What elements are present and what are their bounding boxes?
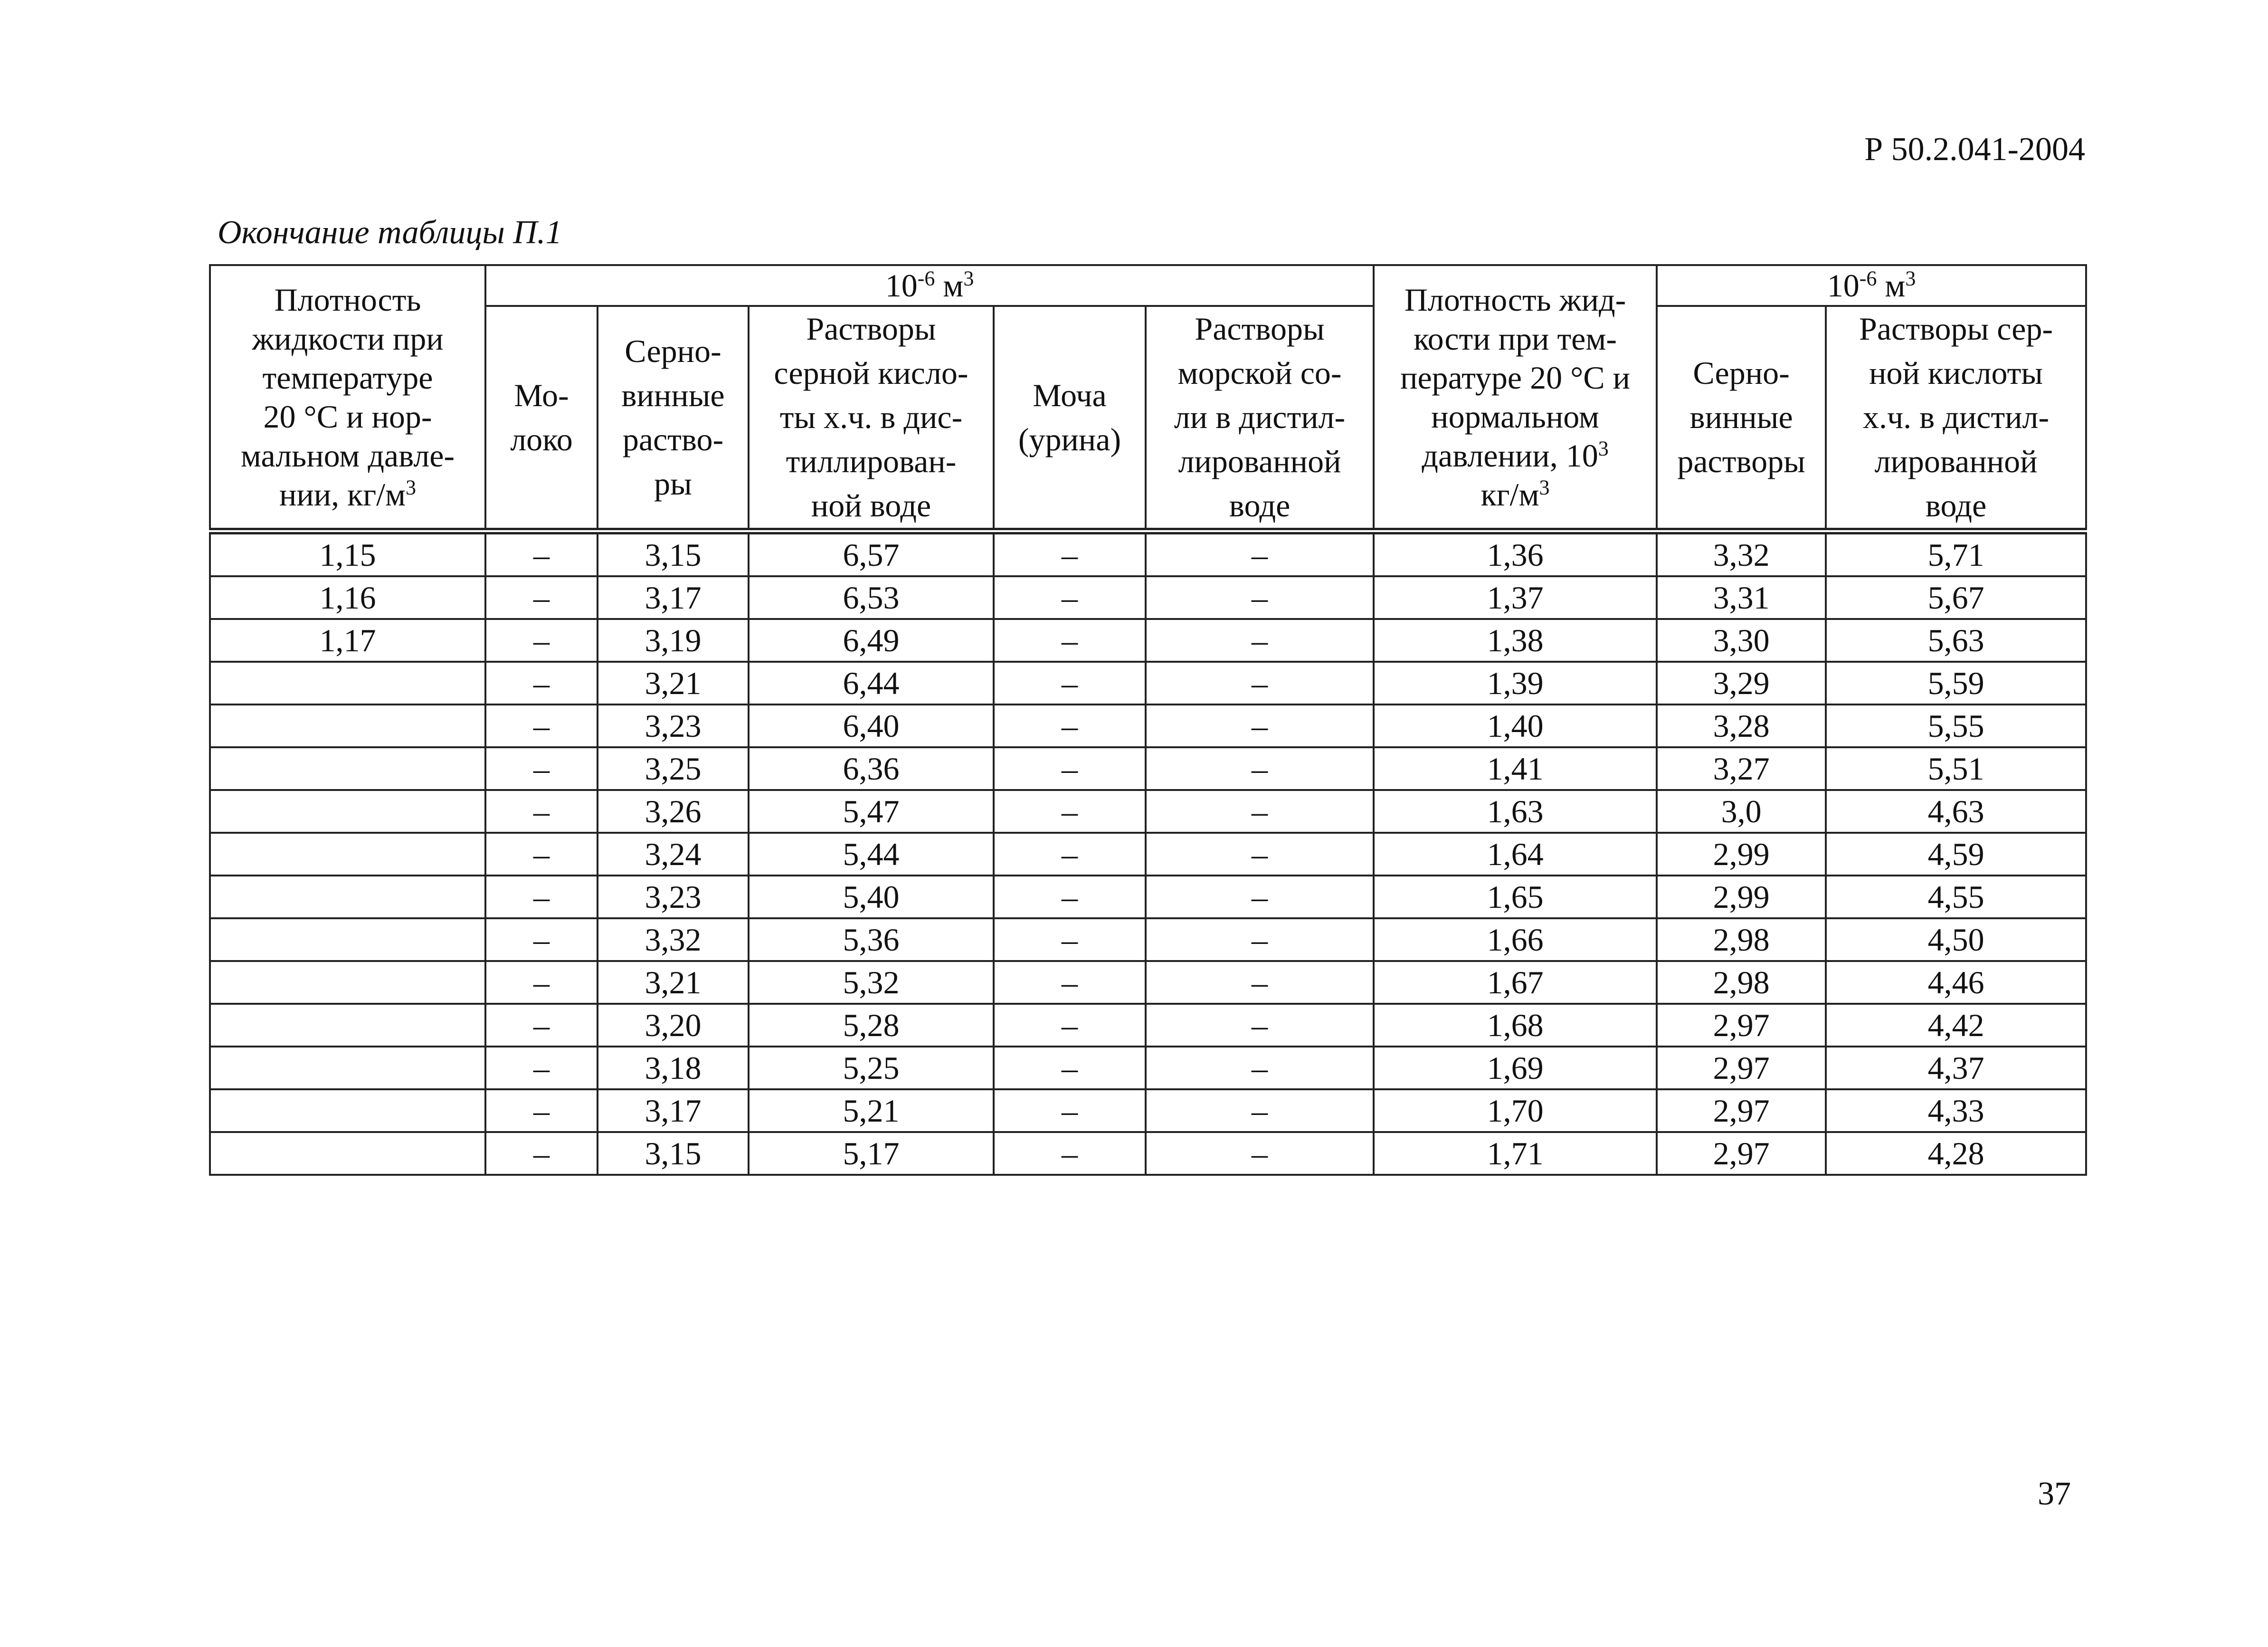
table-cell: 1,41	[1374, 747, 1657, 790]
table-cell: 3,27	[1657, 747, 1826, 790]
table-cell: 3,26	[598, 790, 749, 833]
table-cell: –	[1146, 918, 1374, 961]
table-cell: 5,44	[749, 833, 994, 876]
table-cell: 3,19	[598, 619, 749, 662]
table-row	[210, 833, 2086, 876]
table-cell: –	[485, 704, 598, 747]
table-cell: –	[994, 1004, 1146, 1047]
table-cell	[210, 1132, 485, 1175]
unit-right-sup: 3	[1905, 267, 1916, 290]
table-cell: 4,42	[1826, 1004, 2086, 1047]
table-cell: 1,37	[1374, 576, 1657, 619]
table-row	[210, 918, 2086, 961]
table-cell: –	[485, 531, 598, 576]
table-cell: –	[1146, 704, 1374, 747]
table-cell: 2,98	[1657, 961, 1826, 1004]
table-cell: –	[485, 1132, 598, 1175]
table-cell	[210, 918, 485, 961]
table-cell: 3,21	[598, 961, 749, 1004]
header-sulfur-wine-2: Серно- винные растворы	[1657, 306, 1826, 531]
table-cell: –	[994, 1089, 1146, 1132]
unit-right-exp: -6	[1859, 267, 1877, 290]
table-cell: 5,71	[1826, 531, 2086, 576]
table-cell: –	[485, 876, 598, 918]
table-cell: –	[994, 961, 1146, 1004]
table-cell: –	[994, 1047, 1146, 1089]
table-cell: 6,36	[749, 747, 994, 790]
table-cell: 1,40	[1374, 704, 1657, 747]
table-row	[210, 1004, 2086, 1047]
header-sulfur-wine-1: Серно- винные раство- ры	[598, 306, 749, 531]
table-cell: 3,21	[598, 662, 749, 704]
table-cell: 6,49	[749, 619, 994, 662]
table-cell: –	[485, 662, 598, 704]
table-cell	[210, 833, 485, 876]
table-cell: 3,23	[598, 876, 749, 918]
table-cell: –	[1146, 790, 1374, 833]
table-cell	[210, 1047, 485, 1089]
table-cell: 5,17	[749, 1132, 994, 1175]
table-cell: –	[1146, 1004, 1374, 1047]
table-cell: –	[994, 790, 1146, 833]
table-cell: 2,97	[1657, 1004, 1826, 1047]
table-row	[210, 790, 2086, 833]
table-cell: –	[485, 1047, 598, 1089]
header-density-right-sup: 3	[1598, 436, 1609, 460]
table-cell: 2,97	[1657, 1047, 1826, 1089]
header-unit-right	[1657, 265, 2086, 306]
table-cell: 1,17	[210, 619, 485, 662]
table-cell	[210, 876, 485, 918]
table-row	[210, 1047, 2086, 1089]
table-cell: 3,17	[598, 1089, 749, 1132]
table-caption: Окончание таблицы П.1	[218, 214, 562, 251]
table-cell: 5,28	[749, 1004, 994, 1047]
table-cell: –	[485, 833, 598, 876]
table-cell: 2,99	[1657, 876, 1826, 918]
table-cell: 3,24	[598, 833, 749, 876]
table-row	[210, 961, 2086, 1004]
table-cell: –	[1146, 833, 1374, 876]
table-cell: 1,39	[1374, 662, 1657, 704]
table-cell: –	[485, 747, 598, 790]
table-cell: 3,32	[598, 918, 749, 961]
table-cell: 4,59	[1826, 833, 2086, 876]
table-cell: 6,53	[749, 576, 994, 619]
header-sulfuric-acid-1: Растворы серной кисло- ты х.ч. в дис- тиллирован- ной воде	[749, 306, 994, 531]
table-cell: 1,68	[1374, 1004, 1657, 1047]
header-row-units	[210, 265, 2086, 306]
header-row-columns	[210, 306, 2086, 531]
table-cell: 5,25	[749, 1047, 994, 1089]
table-cell: –	[485, 961, 598, 1004]
table-cell: 1,16	[210, 576, 485, 619]
table-cell: 1,64	[1374, 833, 1657, 876]
table-cell: 5,67	[1826, 576, 2086, 619]
table-cell: 6,40	[749, 704, 994, 747]
table-cell: –	[485, 790, 598, 833]
header-sea-salt: Растворы морской со- ли в дистил- лированной воде	[1146, 306, 1374, 531]
table-cell: 3,0	[1657, 790, 1826, 833]
table-cell: –	[1146, 662, 1374, 704]
table-cell: 4,55	[1826, 876, 2086, 918]
table-cell: 4,63	[1826, 790, 2086, 833]
table-cell: 1,71	[1374, 1132, 1657, 1175]
table-cell: –	[994, 918, 1146, 961]
table-cell: –	[1146, 1047, 1374, 1089]
table-cell	[210, 704, 485, 747]
header-urine: Моча (урина)	[994, 306, 1146, 531]
table-cell: –	[485, 1004, 598, 1047]
table-cell: –	[994, 704, 1146, 747]
density-table	[209, 264, 2087, 1176]
header-density-right	[1374, 265, 1657, 531]
table-cell: –	[1146, 619, 1374, 662]
table-cell: 3,20	[598, 1004, 749, 1047]
table-cell	[210, 961, 485, 1004]
unit-right-base: 10	[1827, 267, 1860, 304]
unit-left-rest: м	[935, 267, 964, 304]
table-cell: –	[994, 876, 1146, 918]
table-cell: 5,32	[749, 961, 994, 1004]
table-cell: 1,67	[1374, 961, 1657, 1004]
table-cell	[210, 790, 485, 833]
table-cell: 4,37	[1826, 1047, 2086, 1089]
table-cell: –	[994, 531, 1146, 576]
table-cell: 3,28	[1657, 704, 1826, 747]
table-cell: –	[1146, 961, 1374, 1004]
header-density-right-unit-sup: 3	[1539, 475, 1550, 499]
table-cell: 5,55	[1826, 704, 2086, 747]
table-cell: –	[485, 619, 598, 662]
table-cell: 2,99	[1657, 833, 1826, 876]
table-cell	[210, 747, 485, 790]
unit-left-base: 10	[885, 267, 918, 304]
table-cell: –	[1146, 747, 1374, 790]
table-cell: –	[1146, 1132, 1374, 1175]
table-row	[210, 1132, 2086, 1175]
table-cell: 5,59	[1826, 662, 2086, 704]
header-density-left	[210, 265, 485, 531]
table-row	[210, 704, 2086, 747]
table-cell: 4,33	[1826, 1089, 2086, 1132]
table-cell	[210, 662, 485, 704]
table-cell: –	[1146, 576, 1374, 619]
table-cell: 4,46	[1826, 961, 2086, 1004]
table-cell: 1,70	[1374, 1089, 1657, 1132]
table-cell: 6,44	[749, 662, 994, 704]
document-code: Р 50.2.041-2004	[1864, 131, 2085, 168]
table-cell: –	[1146, 1089, 1374, 1132]
table-cell: –	[994, 662, 1146, 704]
header-density-right-text: Плотность жид- кости при тем- пературе 20 °С и нормальном давлении, 10	[1400, 281, 1631, 474]
table-cell: 4,50	[1826, 918, 2086, 961]
table-cell: 5,63	[1826, 619, 2086, 662]
table-cell: –	[1146, 531, 1374, 576]
table-cell: 5,47	[749, 790, 994, 833]
table-cell	[210, 1004, 485, 1047]
table-cell: –	[994, 833, 1146, 876]
table-cell: –	[1146, 876, 1374, 918]
table-cell: 5,51	[1826, 747, 2086, 790]
table-cell: –	[994, 747, 1146, 790]
table-row	[210, 662, 2086, 704]
table-cell: 5,36	[749, 918, 994, 961]
table-cell: –	[485, 918, 598, 961]
table-row	[210, 619, 2086, 662]
unit-left-exp: -6	[917, 267, 935, 290]
table-row	[210, 531, 2086, 576]
unit-left-sup: 3	[963, 267, 974, 290]
table-row	[210, 1089, 2086, 1132]
table-body	[210, 531, 2086, 1175]
table-cell: 1,63	[1374, 790, 1657, 833]
table-cell: –	[994, 619, 1146, 662]
table-row	[210, 576, 2086, 619]
table-cell: –	[485, 1089, 598, 1132]
table-cell: 2,97	[1657, 1132, 1826, 1175]
table-cell: 3,29	[1657, 662, 1826, 704]
page-number: 37	[2038, 1476, 2071, 1512]
table-cell: 1,38	[1374, 619, 1657, 662]
table-cell: 2,97	[1657, 1089, 1826, 1132]
table-cell: 3,31	[1657, 576, 1826, 619]
table-cell	[210, 1089, 485, 1132]
table-cell: 1,15	[210, 531, 485, 576]
table-cell: 6,57	[749, 531, 994, 576]
table-cell: –	[994, 1132, 1146, 1175]
table-cell: 2,98	[1657, 918, 1826, 961]
table-cell: –	[485, 576, 598, 619]
table-cell: 1,66	[1374, 918, 1657, 961]
header-unit-left	[485, 265, 1374, 306]
table-cell: 3,18	[598, 1047, 749, 1089]
header-milk: Мо- локо	[485, 306, 598, 531]
table-cell: 1,36	[1374, 531, 1657, 576]
table-cell: 1,69	[1374, 1047, 1657, 1089]
table-cell: 5,21	[749, 1089, 994, 1132]
table-cell: 3,17	[598, 576, 749, 619]
table-cell: 1,65	[1374, 876, 1657, 918]
table-cell: 3,25	[598, 747, 749, 790]
table-row	[210, 747, 2086, 790]
header-density-left-text: Плотность жидкости при температуре 20 °С и нор- мальном давле- нии, кг/м	[240, 281, 455, 513]
header-sulfuric-acid-2: Растворы сер- ной кислоты х.ч. в дистил- лированной воде	[1826, 306, 2086, 531]
table-cell: 3,32	[1657, 531, 1826, 576]
table-cell: –	[994, 576, 1146, 619]
table-cell: 3,30	[1657, 619, 1826, 662]
table-cell: 4,28	[1826, 1132, 2086, 1175]
table-cell: 3,23	[598, 704, 749, 747]
header-density-right-unit: кг/м	[1480, 476, 1539, 513]
table-cell: 3,15	[598, 531, 749, 576]
table-cell: 5,40	[749, 876, 994, 918]
header-density-left-sup: 3	[406, 475, 417, 499]
table-cell: 3,15	[598, 1132, 749, 1175]
unit-right-rest: м	[1877, 267, 1906, 304]
table-row	[210, 876, 2086, 918]
